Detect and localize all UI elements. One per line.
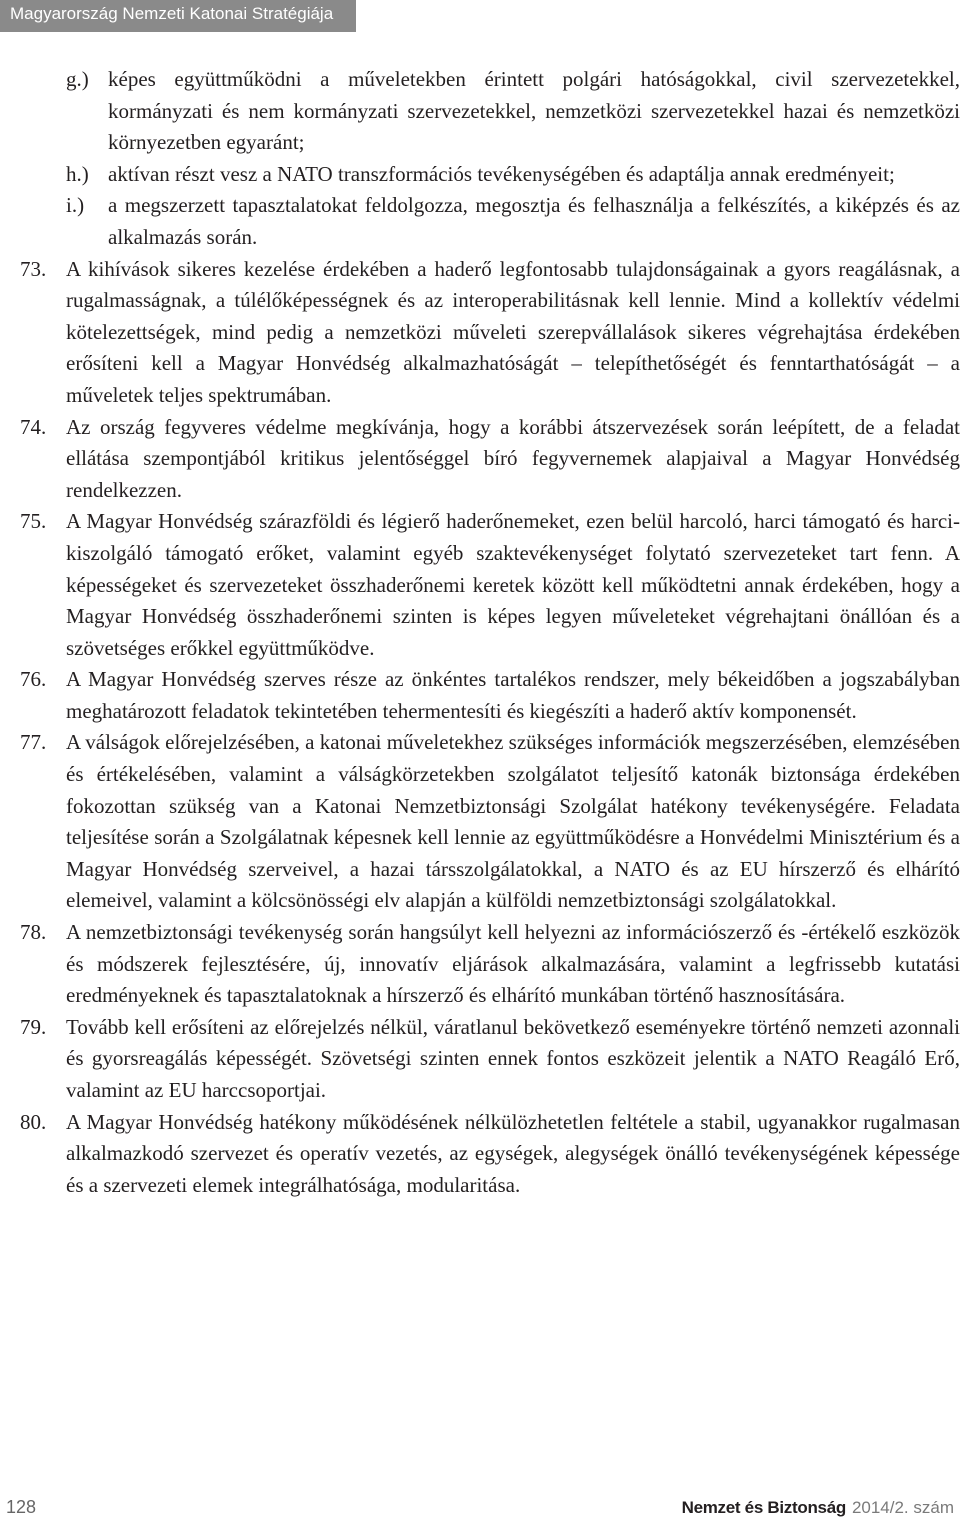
sub-item-i [20, 190, 960, 253]
paragraph-number: 78. [20, 920, 47, 945]
sub-item-label: h.) [66, 161, 89, 186]
paragraph-number: 80. [20, 1109, 47, 1134]
paragraph-number: 73. [20, 256, 47, 281]
numbered-paragraph-75 [20, 506, 960, 664]
paragraph-text: A Magyar Honvédség szárazföldi és légierő haderőnemeket, ezen belül harcoló, harci támogató és harci-kiszolgáló támogató erőket, valamint egyéb szaktevékenységet folytató szervezeteket tart fenn. A képességeket és szervezeteket összhaderőnemi keretek között kell működtetni annak érdekében, hogy a Magyar Honvédség összhaderőnemi szinten is képes legyen műveleteket végrehajtani önállóan és a szövetséges erőkkel együttműködve. [66, 509, 960, 660]
sub-item-text: aktívan részt vesz a NATO transzformációs tevékenységében és adaptálja annak eredményeit; [108, 161, 895, 186]
journal-name: Nemzet és Biztonság [681, 1498, 846, 1517]
paragraph-number: 75. [20, 509, 47, 534]
page-number: 128 [6, 1497, 37, 1517]
sub-item-label: i.) [66, 193, 85, 218]
sub-item-text: a megszerzett tapasztalatokat feldolgozza, megosztja és felhasználja a felkészítés, a kiképzés és az alkalmazás során. [108, 193, 960, 249]
paragraph-text: Az ország fegyveres védelme megkívánja, hogy a korábbi átszervezések során leépített, de a feladat ellátása szempontjából kritikus jelentőséggel bíró fegyvernemek alapjaival a Magyar Honvédség rendelkezzen. [66, 414, 960, 502]
numbered-paragraph-77 [20, 727, 960, 917]
paragraph-number: 79. [20, 1014, 47, 1039]
paragraph-text: A válságok előrejelzésében, a katonai műveletekhez szükséges információk megszerzésében, elemzésében és értékelésében, valamint a válságkörzetekben szolgálatot teljesítő katonák biztonsága érdekében fokozottan szükség van a Katonai Nemzetbiztonsági Szolgálat hatékony tevékenységére. Feladata teljesítése során a Szolgálatnak képesnek kell lennie az együttműködésre a Honvédelmi Minisztérium és a Magyar Honvédség szerveivel, a hazai társszolgálatokkal, a NATO és az EU hírszerző és elhárító elemeivel, valamint a kölcsönösségi elv alapján a külföldi nemzetbiztonsági szolgálatokkal. [66, 730, 960, 913]
numbered-paragraph-79 [20, 1012, 960, 1107]
journal-footer [682, 1498, 954, 1518]
paragraph-number: 74. [20, 414, 47, 439]
paragraph-number: 77. [20, 730, 47, 755]
paragraph-number: 76. [20, 667, 47, 692]
paragraph-text: Tovább kell erősíteni az előrejelzés nélkül, váratlanul bekövetkező eseményekre történő nemzeti azonnali és gyorsreagálás képességét. Szövetségi szinten ennek fontos eszközeit jelentik a NATO Reagáló Erő, valamint az EU harccsoportjai. [66, 1014, 960, 1102]
sub-item-g [20, 64, 960, 159]
numbered-paragraph-80 [20, 1107, 960, 1202]
paragraph-text: A kihívások sikeres kezelése érdekében a haderő legfontosabb tulajdonságainak a gyors reagálásnak, a rugalmasságnak, a túlélőképességnek és az interoperabilitásnak kell lennie. Mind a kollektív védelmi kötelezettségek, mind pedig a nemzetközi műveleti szerepvállalások sikeres végrehajtása érdekében erősíteni kell a Magyar Honvédség alkalmazhatóságát – telepíthetőségét és fenntarthatóságát – a műveletek teljes spektrumában. [66, 256, 960, 407]
sub-item-text: képes együttműködni a műveletekben érintett polgári hatóságokkal, civil szervezetekkel, kormányzati és nem kormányzati szervezetekkel, nemzetközi szervezetekkel hazai és nemzetközi környezetben egyaránt; [108, 67, 960, 155]
document-body [20, 64, 960, 1201]
numbered-paragraph-78 [20, 917, 960, 1012]
numbered-paragraph-73 [20, 254, 960, 412]
paragraph-text: A Magyar Honvédség szerves része az önkéntes tartalékos rendszer, mely békeidőben a jogszabályban meghatározott feladatok tekintetében tehermentesíti és kiegészíti a haderő aktív komponensét. [66, 667, 960, 723]
sub-item-label: g.) [66, 67, 89, 91]
paragraph-text: A Magyar Honvédség hatékony működésének nélkülözhetetlen feltétele a stabil, ugyanakkor rugalmasan alkalmazkodó szervezet és operatív vezetés, az egységek, alegységek önálló tevékenységének képessége és a szervezeti elemek integrálhatósága, modularitása. [66, 1109, 960, 1197]
journal-issue: 2014/2. szám [851, 1498, 954, 1517]
running-header [0, 0, 356, 32]
numbered-paragraph-74 [20, 412, 960, 507]
running-header-title: Magyarország Nemzeti Katonai Stratégiája [10, 4, 334, 23]
sub-item-h [20, 159, 960, 191]
paragraph-text: A nemzetbiztonsági tevékenység során hangsúlyt kell helyezni az információszerző és -értékelő eszközök és módszerek fejlesztésére, új, innovatív eljárások alkalmazására, valamint a legfrissebb kutatási eredményeknek és tapasztalatoknak a hírszerző és elhárító munkában történő hasznosítására. [66, 920, 960, 1008]
numbered-paragraph-76 [20, 664, 960, 727]
